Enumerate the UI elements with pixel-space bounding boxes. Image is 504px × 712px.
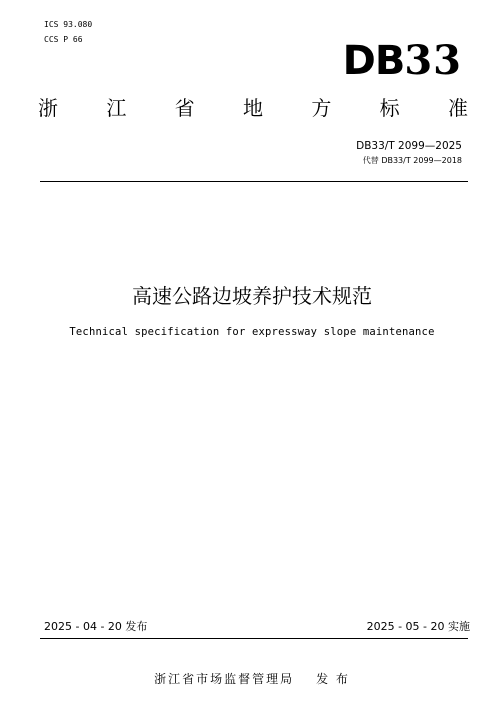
standard-type-char: 标 [379,96,400,120]
publish-date: 2025 - 04 - 20 发布 [44,620,148,633]
standard-type-char: 省 [174,96,195,120]
document-title: 高速公路边坡养护技术规范 [132,284,372,308]
ccs-code: CCS P 66 [44,35,83,44]
db-logo [342,37,462,84]
issuer-action: 发 布 [316,672,350,686]
footer-divider [40,638,468,639]
issuer [0,671,504,687]
standard-type-char: 地 [242,96,263,120]
standard-type-char: 方 [311,96,332,120]
logo-number: 33 [404,37,462,84]
header-divider [40,181,468,182]
document-title-english: Technical specification for expressway slope maintenance [69,326,435,338]
standard-type-char: 浙 [38,96,58,120]
ics-code: ICS 93.080 [44,20,93,29]
standard-type-heading [38,95,468,121]
issuer-name: 浙江省市场监督管理局 [154,672,295,686]
implement-date: 2025 - 05 - 20 实施 [366,620,470,633]
logo-prefix: DB [342,38,405,84]
standard-type-char: 江 [106,96,127,120]
standard-type-char: 准 [447,96,468,120]
standard-code: DB33/T 2099—2025 [356,140,462,152]
replaces-code: 代替 DB33/T 2099—2018 [362,156,462,165]
